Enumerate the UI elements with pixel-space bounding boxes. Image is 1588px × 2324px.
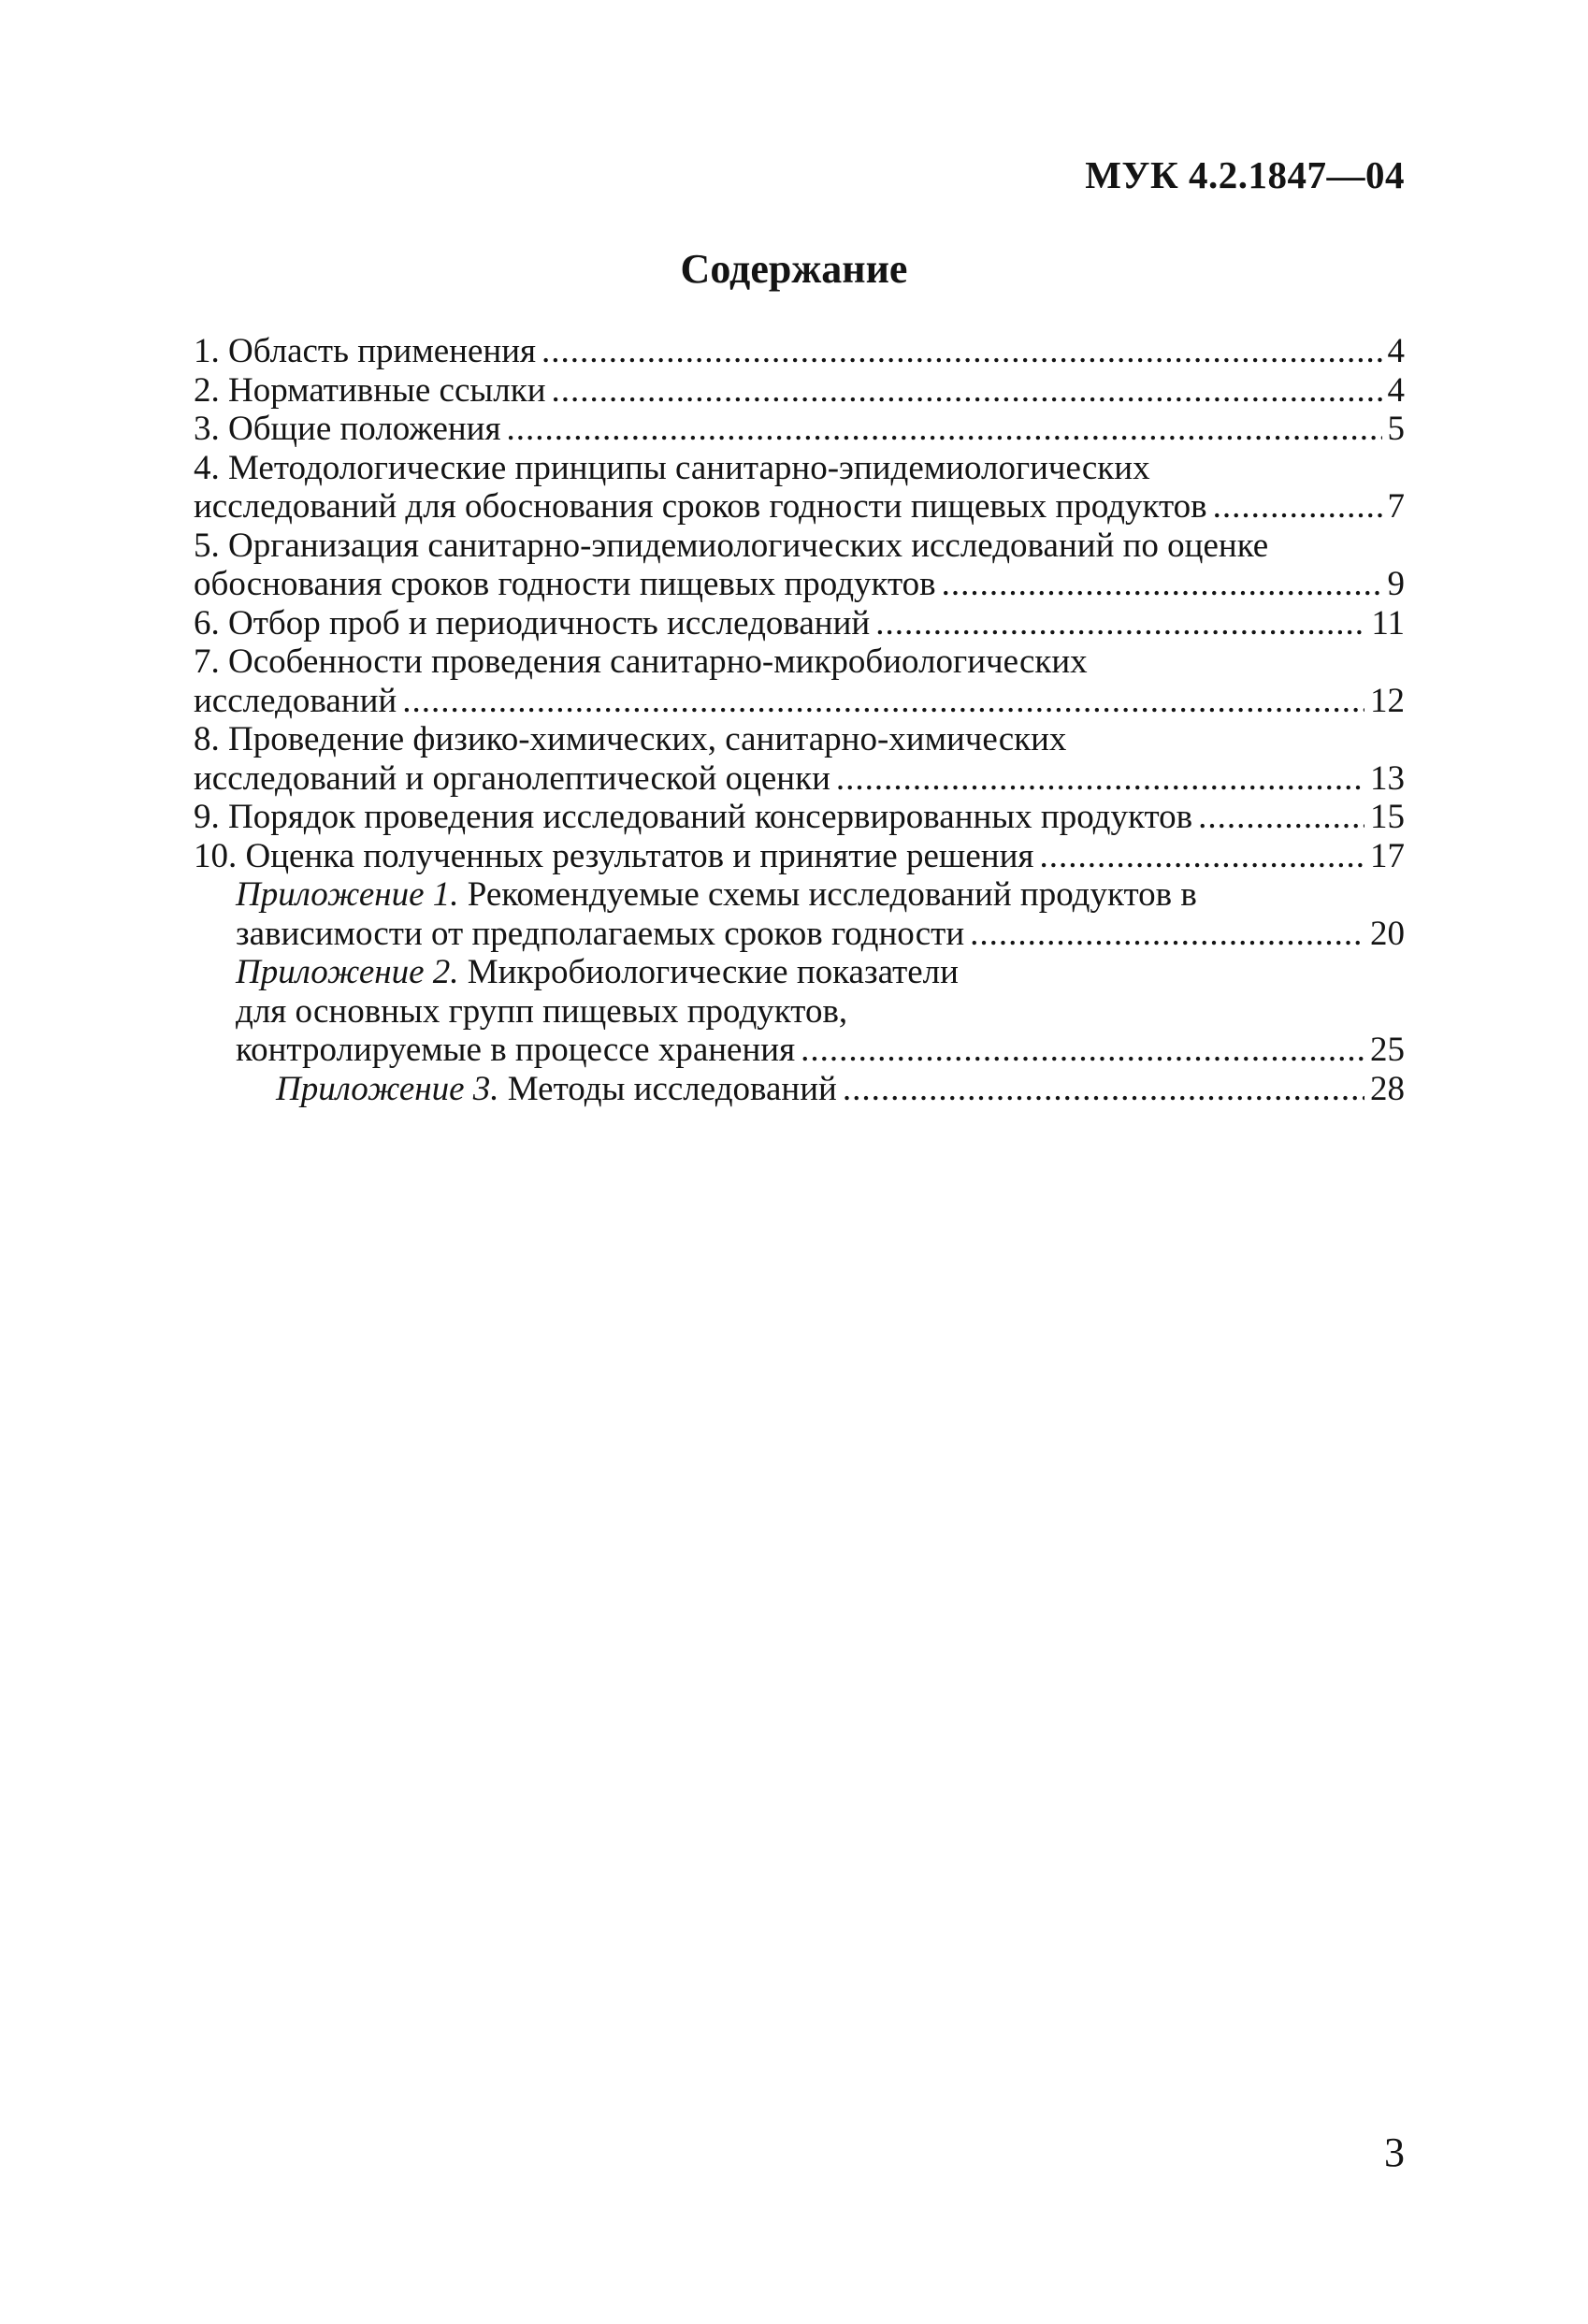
toc-leader-dots [870,604,1365,643]
page-title: Содержание [680,246,908,292]
toc-leader-dots [500,410,1381,449]
toc-entry-text: 10. Оценка полученных результатов и принятие решения [194,836,1034,875]
toc-entry-text: зависимости от предполагаемых сроков годности [236,914,965,953]
toc-entry-text: 8. Проведение физико-химических, санитарно-химических [194,720,1067,758]
toc-page-number: 25 [1370,1031,1405,1069]
toc-entry[interactable] [194,720,1405,798]
toc-entry-text: Методы исследований [507,1069,837,1108]
toc-leader-dots [964,915,1364,954]
toc-page-number: 17 [1370,836,1405,875]
toc-page-number: 28 [1370,1069,1405,1108]
toc-page-number: 5 [1387,410,1405,448]
toc-entry[interactable] [194,449,1405,527]
table-of-contents [194,332,1405,1108]
toc-entry-text: Рекомендуемые схемы исследований продуктов в [467,875,1197,914]
toc-entry[interactable] [194,527,1405,604]
toc-leader-dots [795,1031,1364,1070]
toc-leader-dots [936,565,1382,604]
toc-page-number: 12 [1370,681,1405,720]
document-code: МУК 4.2.1847—04 [1085,153,1405,196]
toc-page-number: 9 [1387,565,1405,603]
toc-page-number: 20 [1370,914,1405,953]
toc-entry-text: исследований [194,681,397,720]
toc-entry[interactable] [194,371,1405,411]
toc-entry-text: Микробиологические показатели [467,953,959,991]
toc-entry-text: 4. Методологические принципы санитарно-эпидемиологических [194,448,1150,487]
toc-entry-text: 6. Отбор проб и периодичность исследований [194,603,871,642]
toc-page-number: 7 [1387,487,1405,526]
toc-entry-appendix[interactable] [194,953,1405,1070]
toc-leader-dots [536,332,1381,371]
appendix-label: Приложение 2. [236,953,459,991]
toc-entry-text: для основных групп пищевых продуктов, [236,991,848,1031]
toc-page-number: 4 [1387,332,1405,370]
toc-leader-dots [546,371,1382,411]
toc-entry[interactable] [194,798,1405,837]
toc-page-number: 4 [1387,370,1405,410]
toc-leader-dots [397,682,1364,721]
toc-leader-dots [837,1070,1364,1109]
toc-entry[interactable] [194,642,1405,720]
toc-entry-text: 9. Порядок проведения исследований консервированных продуктов [194,798,1193,836]
toc-entry-text: исследований для обоснования сроков годности пищевых продуктов [194,487,1207,526]
page-number: 3 [1384,2129,1405,2175]
toc-entry-text: исследований и органолептической оценки [194,758,830,798]
toc-entry-text: 1. Область применения [194,332,537,370]
toc-entry-appendix[interactable] [194,875,1405,953]
toc-leader-dots [830,759,1364,799]
toc-entry-text: 3. Общие положения [194,410,501,448]
toc-page-number: 11 [1371,603,1405,642]
toc-entry-text: контролируемые в процессе хранения [236,1031,796,1069]
toc-entry[interactable] [194,837,1405,876]
toc-entry[interactable] [194,604,1405,643]
toc-entry-text: 7. Особенности проведения санитарно-микробиологических [194,642,1088,681]
appendix-label: Приложение 1. [236,875,459,914]
toc-entry-text: 5. Организация санитарно-эпидемиологических исследований по оценке [194,526,1269,565]
toc-leader-dots [1192,798,1364,837]
toc-entry[interactable] [194,410,1405,449]
toc-page-number: 13 [1370,758,1405,798]
toc-leader-dots [1207,487,1382,527]
toc-leader-dots [1033,837,1364,876]
toc-entry-text: 2. Нормативные ссылки [194,370,546,410]
toc-entry-text: обоснования сроков годности пищевых продуктов [194,565,936,603]
toc-entry[interactable] [194,332,1405,371]
toc-entry-appendix[interactable] [194,1070,1405,1109]
appendix-label: Приложение 3. [276,1069,499,1108]
toc-page-number: 15 [1370,798,1405,836]
